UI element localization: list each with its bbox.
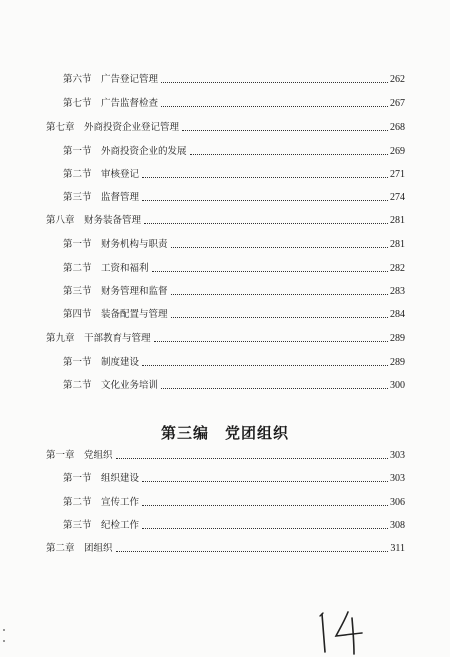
dot-leader xyxy=(116,458,388,459)
toc-entry-label: 第一节 组织建设 xyxy=(63,473,140,484)
toc-entry-label: 第四节 装备配置与管理 xyxy=(63,309,168,320)
toc-chapter-entry[interactable] xyxy=(46,331,405,345)
toc-page-number: 282 xyxy=(390,263,405,274)
dot-leader xyxy=(171,317,388,318)
toc-page-number: 303 xyxy=(390,473,405,484)
part-heading xyxy=(0,422,450,443)
toc-entry-label: 第二节 工资和福利 xyxy=(63,263,149,274)
toc-entry[interactable] xyxy=(63,355,405,369)
toc-page-number: 289 xyxy=(390,333,405,344)
dot-leader xyxy=(171,247,388,248)
scan-artifact xyxy=(3,629,5,631)
toc-chapter-entry[interactable] xyxy=(46,120,405,134)
toc-entry[interactable] xyxy=(63,96,405,110)
dot-leader xyxy=(144,223,388,224)
dot-leader xyxy=(161,388,388,389)
toc-entry[interactable] xyxy=(63,167,405,181)
toc-chapter-entry[interactable] xyxy=(46,448,405,462)
handwritten-note xyxy=(314,608,374,656)
toc-entry-label: 第二节 宣传工作 xyxy=(63,497,140,508)
toc-entry-label: 第六节 广告登记管理 xyxy=(63,74,159,85)
toc-page-number: 311 xyxy=(390,543,405,554)
toc-page-number: 262 xyxy=(390,74,405,85)
toc-page-number: 284 xyxy=(390,309,405,320)
toc-entry-label: 第一节 外商投资企业的发展 xyxy=(63,146,187,157)
toc-entry-label: 第一节 制度建设 xyxy=(63,357,140,368)
scan-artifact xyxy=(3,640,5,642)
dot-leader xyxy=(161,82,388,83)
dot-leader xyxy=(142,365,388,366)
toc-page-number: 283 xyxy=(390,286,405,297)
toc-entry-label: 第二章 团组织 xyxy=(46,543,113,554)
toc-chapter-entry[interactable] xyxy=(46,541,405,555)
toc-entry[interactable] xyxy=(63,144,405,158)
dot-leader xyxy=(152,271,388,272)
toc-entry[interactable] xyxy=(63,495,405,509)
toc-entry[interactable] xyxy=(63,261,405,275)
dot-leader xyxy=(171,294,388,295)
toc-entry-label: 第一节 财务机构与职责 xyxy=(63,239,168,250)
dot-leader xyxy=(142,481,388,482)
dot-leader xyxy=(142,528,388,529)
toc-entry-label: 第七节 广告监督检查 xyxy=(63,98,159,109)
toc-page-number: 289 xyxy=(390,357,405,368)
toc-entry[interactable] xyxy=(63,518,405,532)
toc-entry-label: 第三节 财务管理和监督 xyxy=(63,286,168,297)
toc-entry[interactable] xyxy=(63,284,405,298)
toc-entry-label: 第三节 监督管理 xyxy=(63,192,140,203)
part-title: 党团组织 xyxy=(225,424,290,442)
toc-entry[interactable] xyxy=(63,471,405,485)
toc-page-number: 269 xyxy=(390,146,405,157)
toc-page-number: 300 xyxy=(390,380,405,391)
dot-leader xyxy=(190,154,388,155)
toc-entry[interactable] xyxy=(63,190,405,204)
dot-leader xyxy=(142,177,388,178)
dot-leader xyxy=(116,551,389,552)
toc-chapter-entry[interactable] xyxy=(46,213,405,227)
toc-entry[interactable] xyxy=(63,378,405,392)
toc-entry-label: 第二节 文化业务培训 xyxy=(63,380,159,391)
toc-page-number: 306 xyxy=(390,497,405,508)
dot-leader xyxy=(161,106,388,107)
toc-page-number: 308 xyxy=(390,520,405,531)
toc-page-number: 303 xyxy=(390,450,405,461)
dot-leader xyxy=(182,130,388,131)
toc-page-number: 267 xyxy=(390,98,405,109)
toc-entry[interactable] xyxy=(63,72,405,86)
part-number: 第三编 xyxy=(160,424,209,442)
toc-entry-label: 第一章 党组织 xyxy=(46,450,113,461)
dot-leader xyxy=(154,341,388,342)
toc-entry-label: 第九章 干部教育与管理 xyxy=(46,333,151,344)
toc-entry[interactable] xyxy=(63,307,405,321)
toc-page-number: 274 xyxy=(390,192,405,203)
toc-page-number: 268 xyxy=(390,122,405,133)
toc-page-number: 271 xyxy=(390,169,405,180)
toc-entry-label: 第七章 外商投资企业登记管理 xyxy=(46,122,180,133)
toc-entry-label: 第二节 审核登记 xyxy=(63,169,140,180)
toc-entry-label: 第八章 财务装备管理 xyxy=(46,215,142,226)
toc-page-number: 281 xyxy=(390,215,405,226)
dot-leader xyxy=(142,505,388,506)
toc-page-number: 281 xyxy=(390,239,405,250)
toc-entry-label: 第三节 纪检工作 xyxy=(63,520,140,531)
dot-leader xyxy=(142,200,388,201)
toc-entry[interactable] xyxy=(63,237,405,251)
